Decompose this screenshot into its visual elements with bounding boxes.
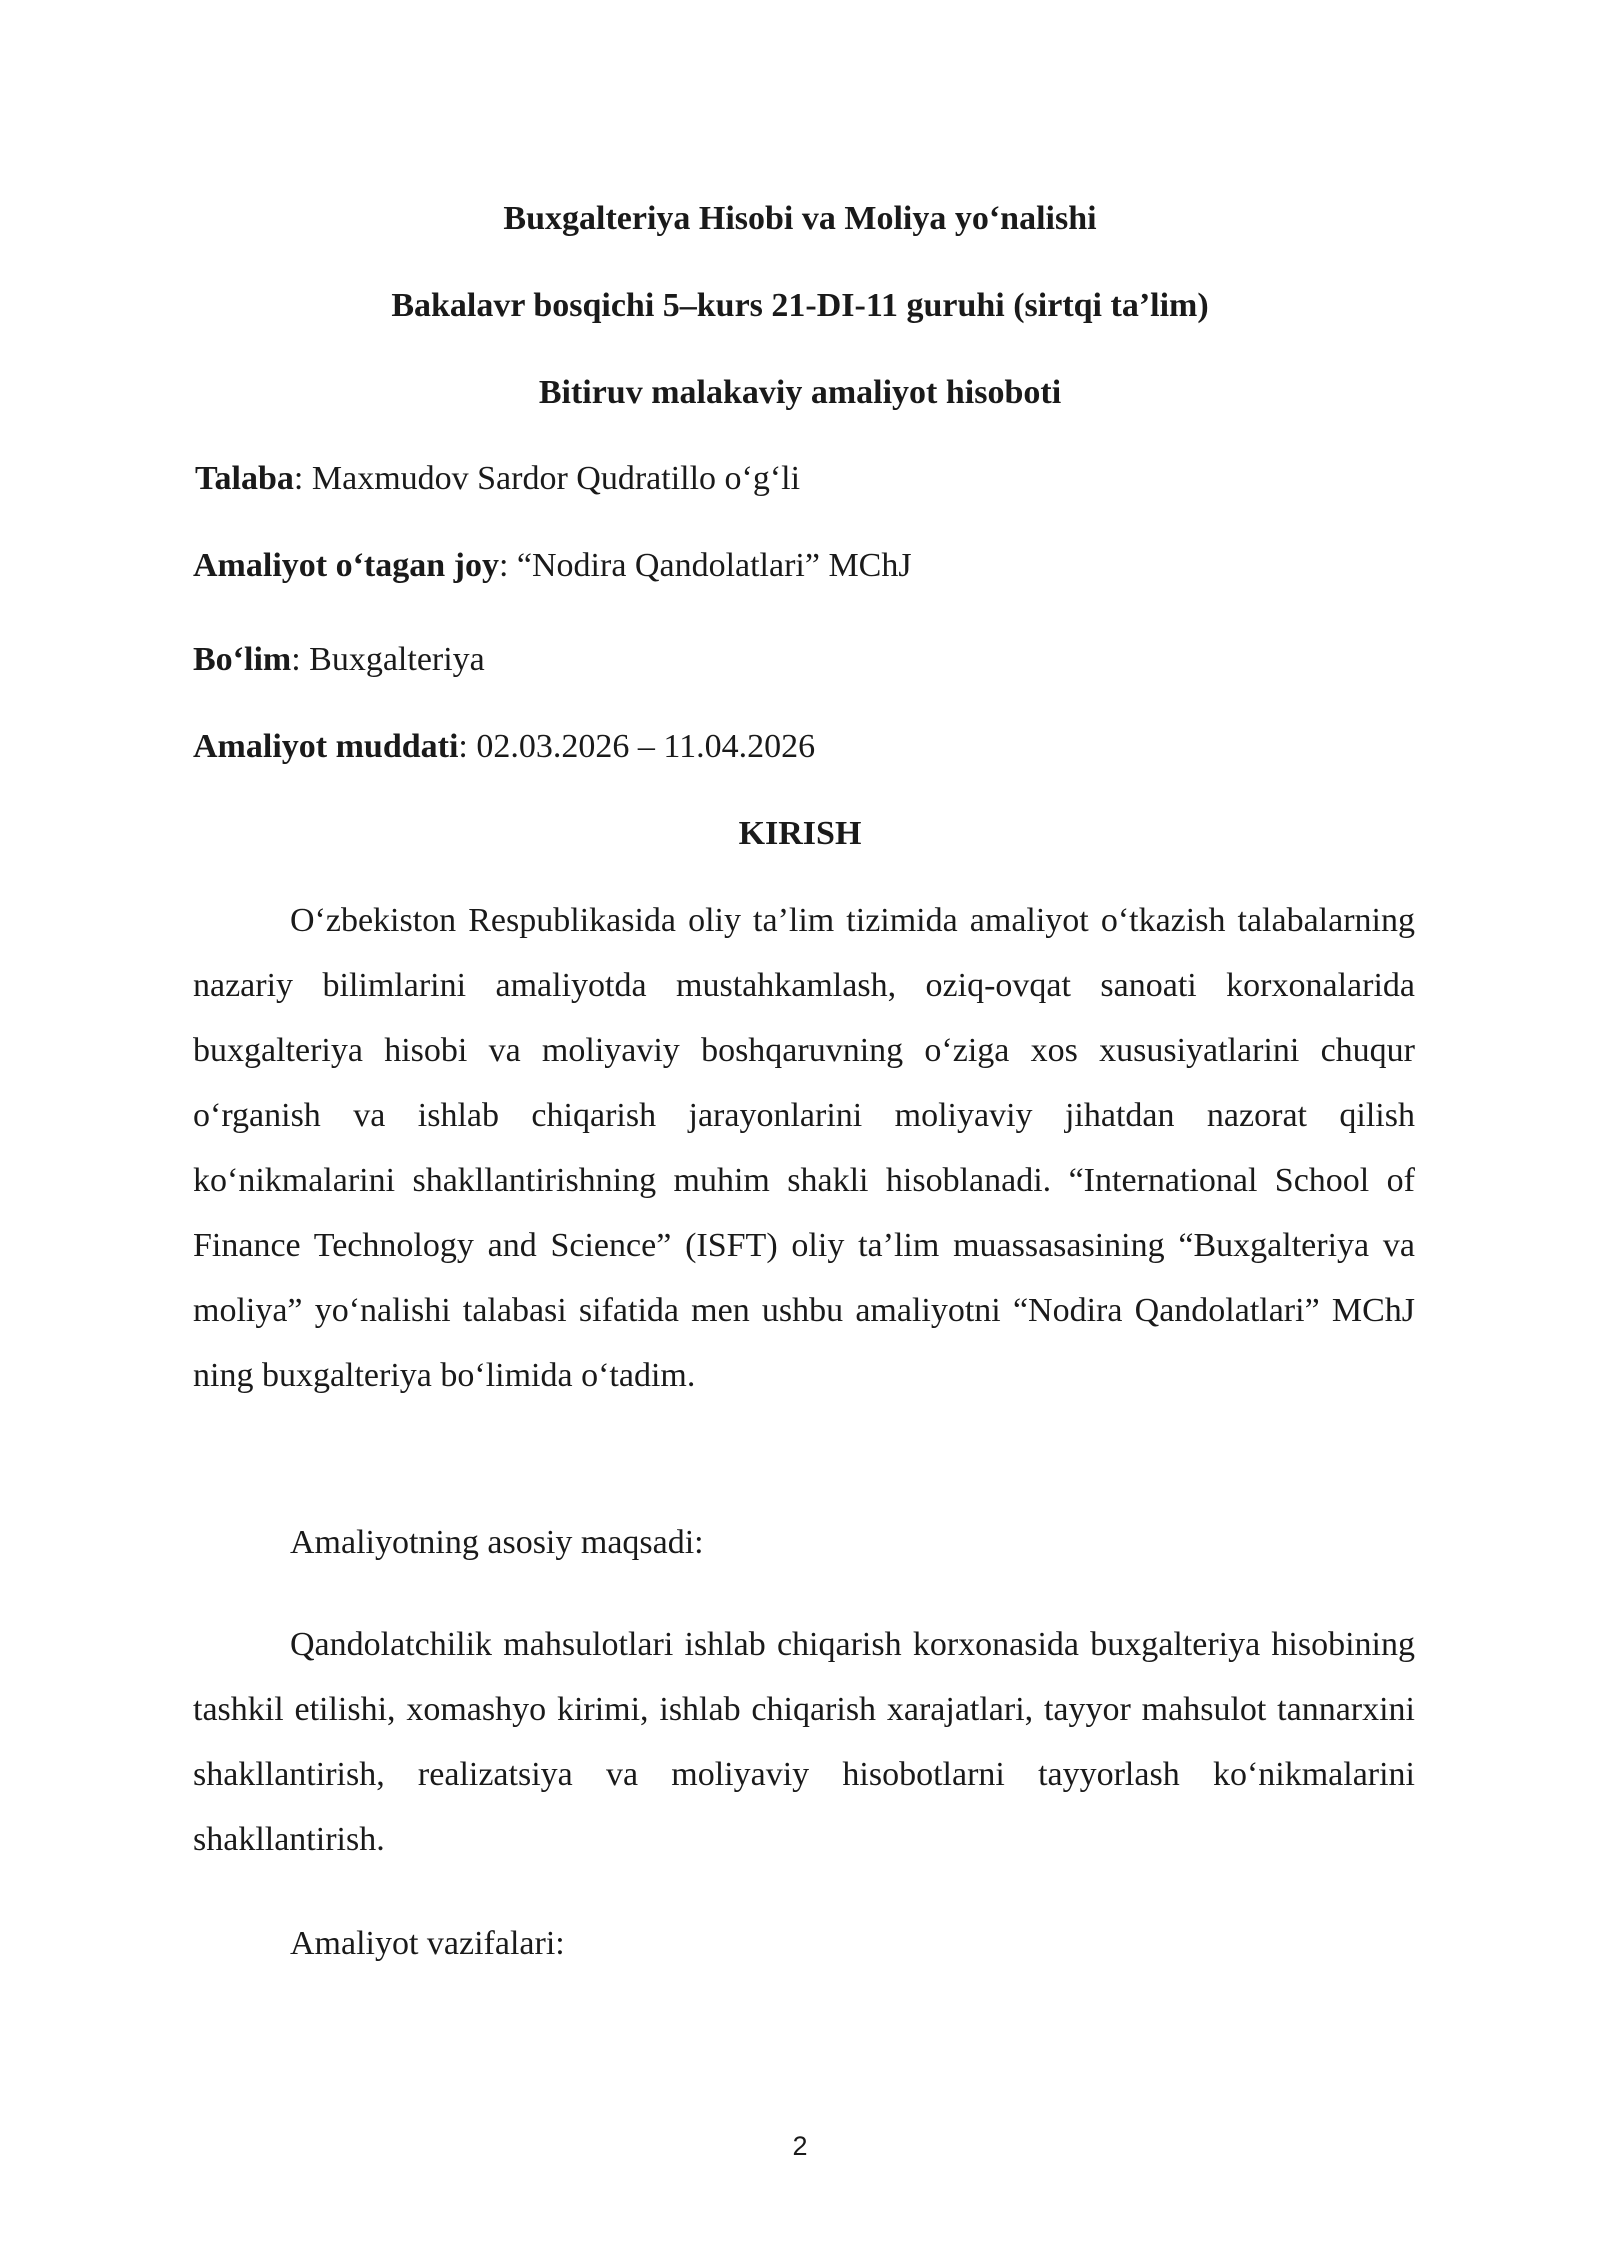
field-student — [195, 459, 800, 499]
program-title: Buxgalteriya Hisobi va Moliya yo‘nalishi — [503, 200, 1097, 237]
goal-paragraph-text: Qandolatchilik mahsulotlari ishlab chiqarish korxonasida buxgalteriya hisobining tashkil etilishi, xomashyo kirimi, ishlab chiqarish xarajatlari, tayyor mahsulot tannarxini shakllantirish, realizatsiya va moliyaviy hisobotlarni tayyorlash ko‘nikmalarini shakllantirish. — [193, 1626, 1415, 1858]
field-student-label: Talaba — [195, 460, 294, 497]
field-practice-period — [193, 727, 815, 767]
group-title: Bakalavr bosqichi 5–kurs 21-DI-11 guruhi (sirtqi ta’lim) — [391, 287, 1209, 324]
page-number: 2 — [792, 2131, 808, 2161]
field-practice-place-value: : “Nodira Qandolatlari” MChJ — [498, 547, 912, 584]
field-department — [193, 640, 485, 680]
intro-paragraph-text: O‘zbekiston Respublikasida oliy ta’lim tizimida amaliyot o‘tkazish talabalarning nazariy bilimlarini amaliyotda mustahkamlash, oziq-ovqat sanoati korxonalarida buxgalteriya hisobi va moliyaviy boshqaruvning o‘ziga xos xususiyatlarini chuqur o‘rganish va ishlab chiqarish jarayonlarini moliyaviy jihatdan nazorat qilish ko‘nikmalarini shakllantirishning muhim shakli hisoblanadi. “International School of Finance Technology and Science” (ISFT) oliy ta’lim muassasasining “Buxgalteriya va moliya” yo‘nalishi talabasi sifatida men ushbu amaliyotni “Nodira Qandolatlari” MChJ ning buxgalteriya bo‘limida o‘tadim. — [193, 902, 1415, 1394]
field-student-value: : Maxmudov Sardor Qudratillo o‘g‘li — [293, 460, 801, 497]
field-practice-place-label: Amaliyot o‘tagan joy — [193, 547, 499, 584]
tasks-heading: Amaliyot vazifalari: — [290, 1925, 565, 1962]
field-department-label: Bo‘lim — [193, 641, 292, 678]
report-title: Bitiruv malakaviy amaliyot hisoboti — [538, 374, 1062, 411]
section-title: KIRISH — [738, 815, 862, 852]
field-practice-period-label: Amaliyot muddati — [193, 728, 459, 765]
goal-heading: Amaliyotning asosiy maqsadi: — [290, 1524, 704, 1561]
goal-paragraph — [193, 1612, 1415, 1872]
field-practice-period-value: : 02.03.2026 – 11.04.2026 — [458, 728, 816, 765]
intro-paragraph — [193, 888, 1415, 1408]
field-department-value: : Buxgalteriya — [291, 641, 485, 678]
field-practice-place — [193, 546, 912, 586]
